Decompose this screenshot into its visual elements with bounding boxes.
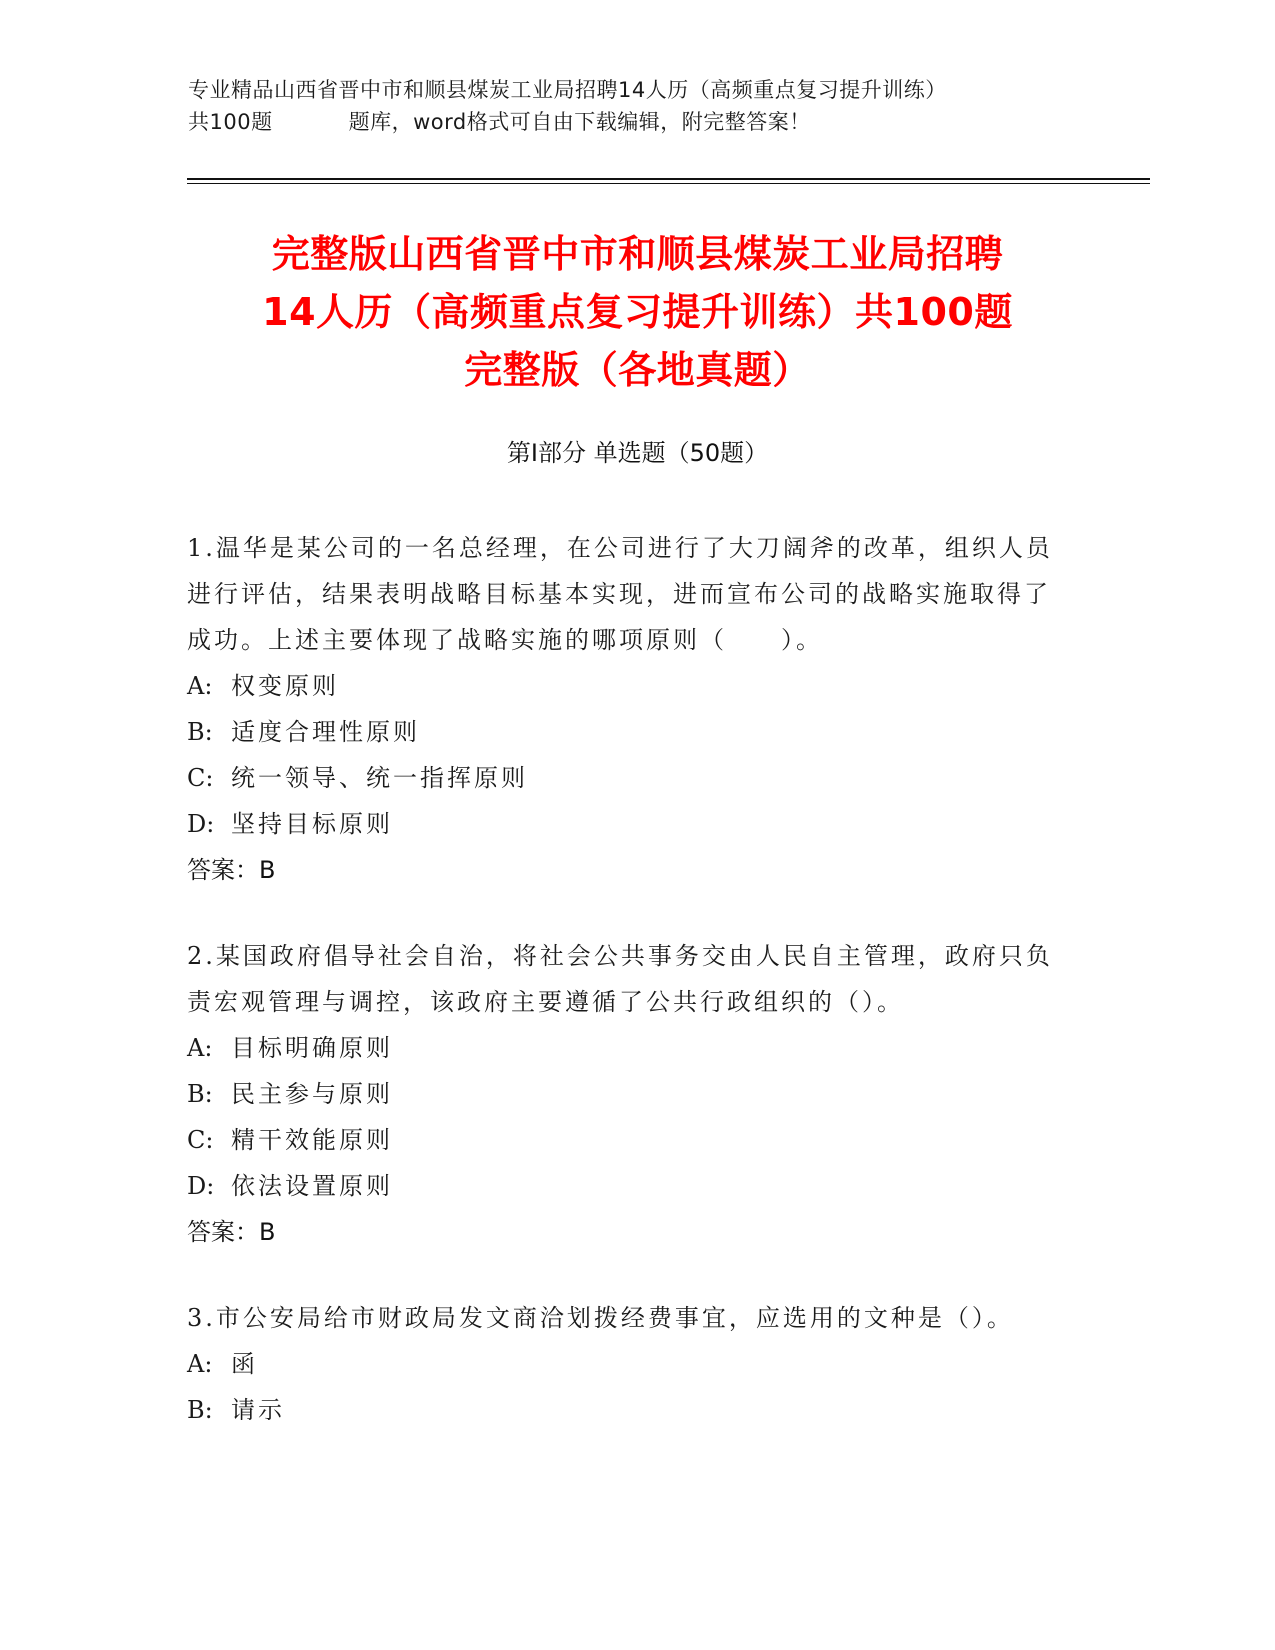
option-letter: B: bbox=[187, 1396, 213, 1424]
question-list bbox=[187, 525, 1067, 1473]
option-d bbox=[187, 801, 1067, 847]
option-letter: D: bbox=[187, 810, 215, 838]
header-line-2-desc: 题库，word格式可自由下载编辑，附完整答案！ bbox=[348, 110, 811, 134]
title-line-3: 完整版（各地真题） bbox=[464, 348, 811, 392]
option-text: 适度合理性原则 bbox=[231, 718, 420, 746]
option-letter: B: bbox=[187, 718, 213, 746]
header-line-2-count: 共100题 bbox=[188, 110, 273, 134]
option-d bbox=[187, 1163, 1067, 1209]
section-heading: 第Ⅰ部分 单选题（50题） bbox=[506, 439, 769, 467]
option-letter: C: bbox=[187, 1126, 214, 1154]
option-text: 请示 bbox=[231, 1396, 285, 1424]
option-text: 精干效能原则 bbox=[231, 1126, 393, 1154]
title-line-1: 完整版山西省晋中市和顺县煤炭工业局招聘 bbox=[271, 232, 1004, 276]
question-text: 3.市公安局给市财政局发文商洽划拨经费事宜，应选用的文种是（）。 bbox=[187, 1304, 1014, 1332]
option-c bbox=[187, 1117, 1067, 1163]
option-text: 依法设置原则 bbox=[231, 1172, 393, 1200]
question-text: 2.某国政府倡导社会自治，将社会公共事务交由人民自主管理，政府只负责宏观管理与调控，该政府主要遵循了公共行政组织的（）。 bbox=[187, 942, 1053, 1016]
option-a bbox=[187, 663, 1067, 709]
header-divider-thick bbox=[187, 178, 1150, 180]
question-item bbox=[187, 1295, 1067, 1433]
option-a bbox=[187, 1025, 1067, 1071]
option-text: 统一领导、统一指挥原则 bbox=[231, 764, 528, 792]
option-text: 权变原则 bbox=[231, 672, 339, 700]
header-line-1: 专业精品山西省晋中市和顺县煤炭工业局招聘14人历（高频重点复习提升训练） bbox=[188, 78, 947, 102]
option-text: 坚持目标原则 bbox=[231, 810, 393, 838]
answer-text: 答案：B bbox=[187, 856, 276, 884]
question-item bbox=[187, 933, 1067, 1255]
option-text: 民主参与原则 bbox=[231, 1080, 393, 1108]
option-text: 目标明确原则 bbox=[231, 1034, 393, 1062]
header-line-2 bbox=[188, 106, 1088, 138]
option-letter: B: bbox=[187, 1080, 213, 1108]
option-letter: D: bbox=[187, 1172, 215, 1200]
option-letter: A: bbox=[187, 1034, 213, 1062]
title-line-2: 14人历（高频重点复习提升训练）共100题 bbox=[262, 290, 1013, 334]
option-text: 函 bbox=[231, 1350, 258, 1378]
option-letter: C: bbox=[187, 764, 214, 792]
answer-text: 答案：B bbox=[187, 1218, 276, 1246]
document-title bbox=[150, 225, 1125, 399]
option-a bbox=[187, 1341, 1067, 1387]
option-b bbox=[187, 709, 1067, 755]
document-header-note bbox=[188, 74, 1088, 138]
header-divider-thin bbox=[187, 183, 1150, 184]
question-text: 1.温华是某公司的一名总经理，在公司进行了大刀阔斧的改革，组织人员进行评估，结果表明战略目标基本实现，进而宣布公司的战略实施取得了成功。上述主要体现了战略实施的哪项原则（ ）。 bbox=[187, 534, 1053, 654]
option-b bbox=[187, 1071, 1067, 1117]
option-letter: A: bbox=[187, 1350, 213, 1378]
question-item bbox=[187, 525, 1067, 893]
option-letter: A: bbox=[187, 672, 213, 700]
option-c bbox=[187, 755, 1067, 801]
option-b bbox=[187, 1387, 1067, 1433]
